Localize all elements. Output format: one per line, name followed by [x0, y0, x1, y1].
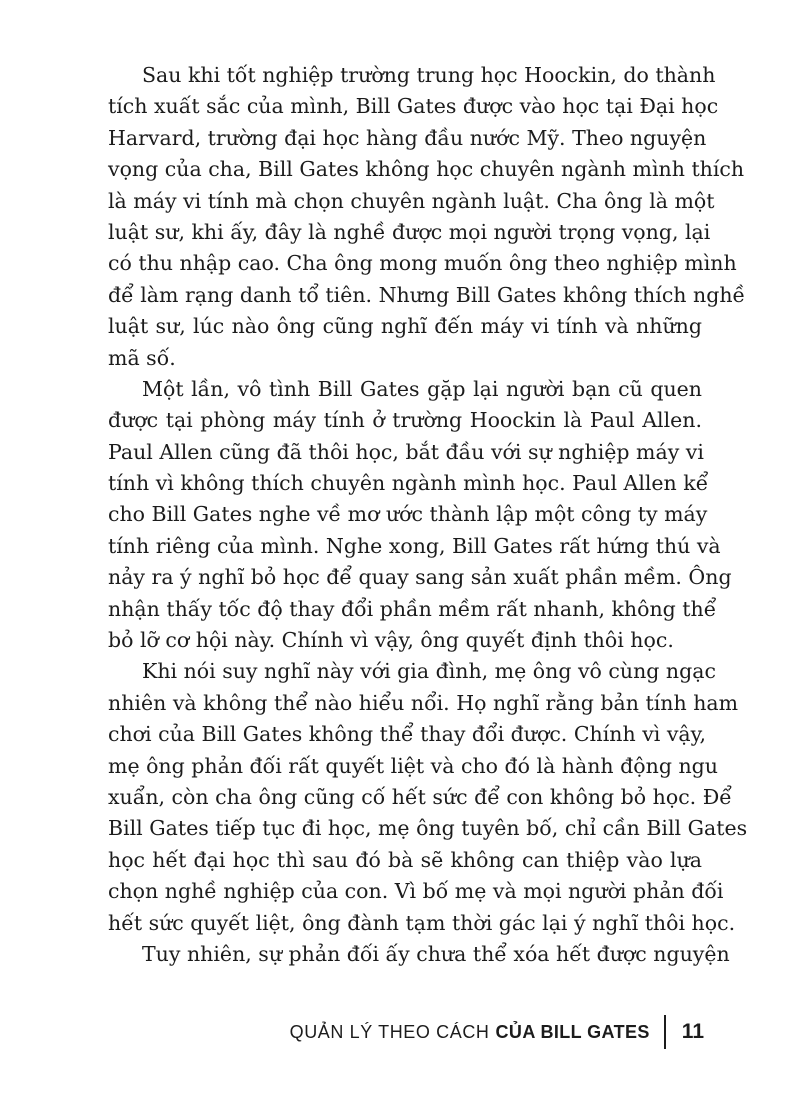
text-line: Bill Gates tiếp tục đi học, mẹ ông tuyên bố, chỉ cần Bill Gates [108, 816, 748, 841]
text-line: để làm rạng danh tổ tiên. Nhưng Bill Gates không thích nghề [108, 282, 746, 307]
text-line: được tại phòng máy tính ở trường Hoockin là Paul Allen. [108, 408, 702, 433]
paragraph [108, 656, 748, 939]
text-line: là máy vi tính mà chọn chuyên ngành luật. Cha ông là một [108, 188, 715, 213]
text-line: Sau khi tốt nghiệp trường trung học Hoockin, do thành [142, 63, 716, 87]
text-line: vọng của cha, Bill Gates không học chuyên ngành mình thích [108, 157, 745, 182]
text-line: tính riêng của mình. Nghe xong, Bill Gates rất hứng thú và [108, 533, 721, 558]
text-line: chọn nghề nghiệp của con. Vì bố mẹ và mọi người phản đối [108, 879, 724, 904]
running-title-bold: CỦA BILL GATES [495, 1021, 650, 1042]
text-line: tính vì không thích chuyên ngành mình học. Paul Allen kể [108, 471, 709, 496]
page-number: 11 [681, 1020, 704, 1043]
footer-divider [664, 1015, 666, 1049]
running-title: QUẢN LÝ THEO CÁCH [289, 1021, 490, 1042]
text-line: Tuy nhiên, sự phản đối ấy chưa thể xóa hết được nguyện [142, 941, 730, 966]
text-line: bỏ lỡ cơ hội này. Chính vì vậy, ông quyết định thôi học. [108, 628, 674, 653]
text-line: chơi của Bill Gates không thể thay đổi được. Chính vì vậy, [108, 722, 707, 747]
text-line: xuẩn, còn cha ông cũng cố hết sức để con không bỏ học. Để [108, 784, 732, 809]
paragraph [108, 60, 746, 374]
text-line: nảy ra ý nghĩ bỏ học để quay sang sản xuất phần mềm. Ông [108, 565, 732, 590]
text-line: mẹ ông phản đối rất quyết liệt và cho đó là hành động ngu [108, 753, 718, 778]
text-line: cho Bill Gates nghe về mơ ước thành lập một công ty máy [108, 502, 708, 527]
paragraph [108, 939, 730, 970]
text-line: nhiên và không thể nào hiểu nổi. Họ nghĩ rằng bản tính ham [108, 690, 739, 715]
text-line: có thu nhập cao. Cha ông mong muốn ông theo nghiệp mình [108, 251, 737, 276]
text-line: luật sư, khi ấy, đây là nghề được mọi người trọng vọng, lại [108, 219, 711, 244]
text-line: luật sư, lúc nào ông cũng nghĩ đến máy vi tính và những [108, 314, 702, 339]
text-line: Paul Allen cũng đã thôi học, bắt đầu với sự nghiệp máy vi [108, 439, 704, 464]
text-line: Harvard, trường đại học hàng đầu nước Mỹ. Theo nguyện [108, 125, 707, 150]
text-line: học hết đại học thì sau đó bà sẽ không can thiệp vào lựa [108, 847, 702, 872]
text-line: tích xuất sắc của mình, Bill Gates được vào học tại Đại học [108, 94, 719, 119]
text-line: mã số. [108, 345, 176, 370]
text-line: hết sức quyết liệt, ông đành tạm thời gác lại ý nghĩ thôi học. [108, 910, 736, 935]
text-line: nhận thấy tốc độ thay đổi phần mềm rất nhanh, không thể [108, 596, 717, 621]
page-footer [290, 1012, 704, 1052]
text-line: Một lần, vô tình Bill Gates gặp lại người bạn cũ quen [142, 376, 702, 401]
paragraph [108, 374, 732, 657]
text-line: Khi nói suy nghĩ này với gia đình, mẹ ông vô cùng ngạc [142, 659, 716, 684]
body-text [108, 60, 748, 970]
